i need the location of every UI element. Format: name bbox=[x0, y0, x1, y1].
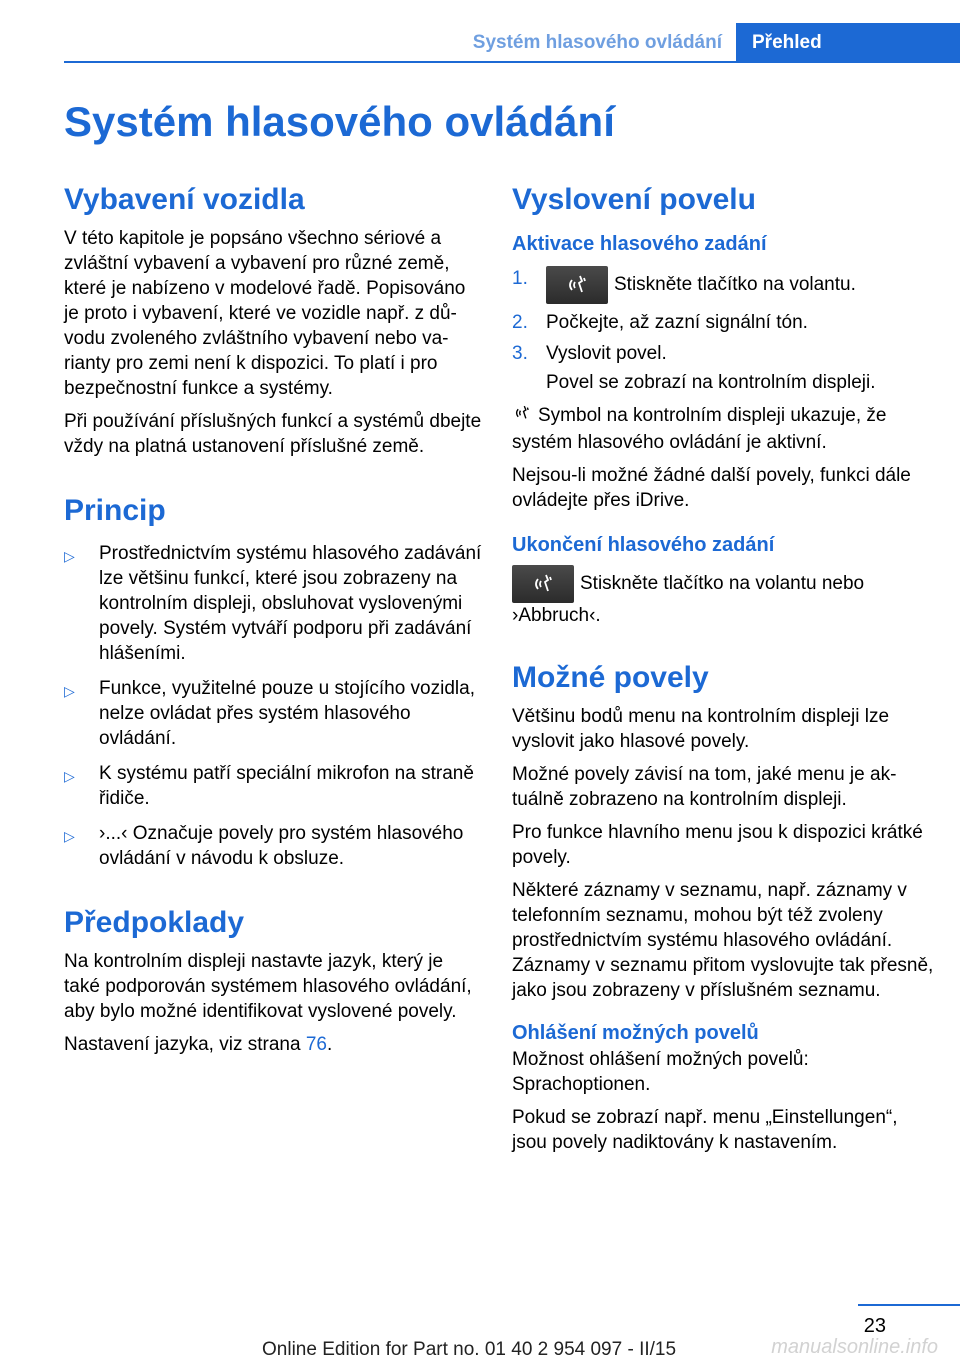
heading-vysloveni: Vyslovení povelu bbox=[512, 183, 756, 216]
paragraph: Symbol na kontrolním displeji ukazuje, že systém hlasového ovládání je aktivní. bbox=[512, 405, 887, 453]
triangle-bullet-icon: ▷ bbox=[64, 683, 75, 699]
triangle-bullet-icon: ▷ bbox=[64, 768, 75, 784]
paragraph: Nastavení jazyka, viz strana 76. bbox=[64, 1034, 333, 1055]
header-rule bbox=[64, 61, 960, 63]
triangle-bullet-icon: ▷ bbox=[64, 828, 75, 844]
bullet-item: ▷ Funkce, využitelné pouze u stojícího vozidla, nelze ovládat přes systém hlasového ovládání. bbox=[64, 678, 475, 749]
header-section-title: Systém hlasového ovládání bbox=[472, 32, 722, 53]
heading-princip: Princip bbox=[64, 494, 166, 527]
voice-icon bbox=[530, 571, 556, 597]
paragraph: V této kapitole je popsáno všechno sériové a zvláštní vybavení a vybavení pro různé země, které je nabízeno v modelové řadě. Popisováno je proto i vybavení, které ve vozidle např. z důvodu zvoleného zvláštního vybavení nebo varianty pro zemi není k dispozici. To platí i pro bezpečnostní funkce a systémy. bbox=[64, 228, 466, 399]
step-item: 2. Počkejte, až zazní signální tón. bbox=[512, 312, 808, 333]
heading-vybaveni: Vybavení vozidla bbox=[64, 183, 305, 216]
page-number: 23 bbox=[863, 1315, 886, 1337]
heading-ukonceni: Ukončení hlasového zadání bbox=[512, 534, 775, 556]
watermark: manualsonline.info bbox=[771, 1336, 938, 1358]
bullet-item: ▷ Prostřednictvím systému hlasového zadávání lze většinu funkcí, které jsou zobrazeny na kontrolním displeji, obsluhovat vyslovenými povely. Systém vytváří podporu při zadávání hlášeními. bbox=[64, 543, 482, 664]
right-column bbox=[512, 180, 934, 1163]
bullet-item: ▷ K systému patří speciální mikrofon na straně řidiče. bbox=[64, 763, 474, 809]
step-sub: Povel se zobrazí na kontrolním displeji. bbox=[546, 372, 876, 393]
step-item: 1. Stiskněte tlačítko na volantu. bbox=[512, 266, 934, 304]
paragraph: Při používání příslušných funkcí a systémů dbejte vždy na platná ustanovení příslušné země. bbox=[64, 411, 482, 457]
voice-symbol-icon bbox=[512, 403, 532, 430]
paragraph: Možnost ohlášení možných povelů: Sprachoptionen. bbox=[512, 1049, 809, 1095]
paragraph: Na kontrolním displeji nastavte jazyk, který je také podporován systémem hlasového ovládání, aby bylo možné identifikovat vyslovené povely. bbox=[64, 951, 472, 1022]
footer-rule bbox=[858, 1304, 960, 1306]
heading-ohlaseni: Ohlášení možných povelů bbox=[512, 1022, 759, 1044]
left-column bbox=[64, 180, 482, 1065]
page-title: Systém hlasového ovládání bbox=[64, 98, 615, 145]
voice-icon bbox=[564, 272, 590, 298]
voice-button-image bbox=[512, 565, 574, 603]
voice-button-image bbox=[546, 266, 608, 304]
paragraph: Většinu bodů menu na kontrolním displeji lze vyslovit jako hlasové povely. bbox=[512, 706, 890, 752]
paragraph: Stiskněte tlačítko na volantu nebo ›Abbruch‹. bbox=[512, 565, 934, 628]
footer-edition: Online Edition for Part no. 01 40 2 954 097 - II/15 bbox=[262, 1339, 677, 1360]
page-header bbox=[0, 23, 960, 63]
step-item: 3. Vyslovit povel. bbox=[512, 343, 667, 364]
header-tab: Přehled bbox=[736, 23, 960, 63]
heading-predpoklady: Předpoklady bbox=[64, 906, 245, 939]
paragraph: Některé záznamy v seznamu, např. záznamy v telefonním seznamu, mohou být též zvoleny prostřednictvím systému hlasového ovládání. Záznamy v seznamu přitom vyslovujte tak přesně, jako jsou zobrazeny v příslušném seznamu. bbox=[512, 880, 934, 1001]
heading-aktivace: Aktivace hlasového zadání bbox=[512, 233, 767, 255]
paragraph: Možné povely závisí na tom, jaké menu je aktuálně zobrazeno na kontrolním displeji. bbox=[512, 764, 897, 810]
heading-mozne: Možné povely bbox=[512, 661, 709, 694]
paragraph: Pokud se zobrazí např. menu „Einstellungen“, jsou povely nadiktovány k nastavením. bbox=[512, 1107, 898, 1153]
paragraph: Nejsou-li možné žádné další povely, funkci dále ovládejte přes iDrive. bbox=[512, 465, 911, 511]
triangle-bullet-icon: ▷ bbox=[64, 548, 75, 564]
page-link[interactable]: 76 bbox=[305, 1034, 327, 1055]
bullet-item: ▷ ›...‹ Označuje povely pro systém hlasového ovládání v návodu k obsluze. bbox=[64, 823, 464, 869]
paragraph: Pro funkce hlavního menu jsou k dispozici krátké povely. bbox=[512, 822, 923, 868]
